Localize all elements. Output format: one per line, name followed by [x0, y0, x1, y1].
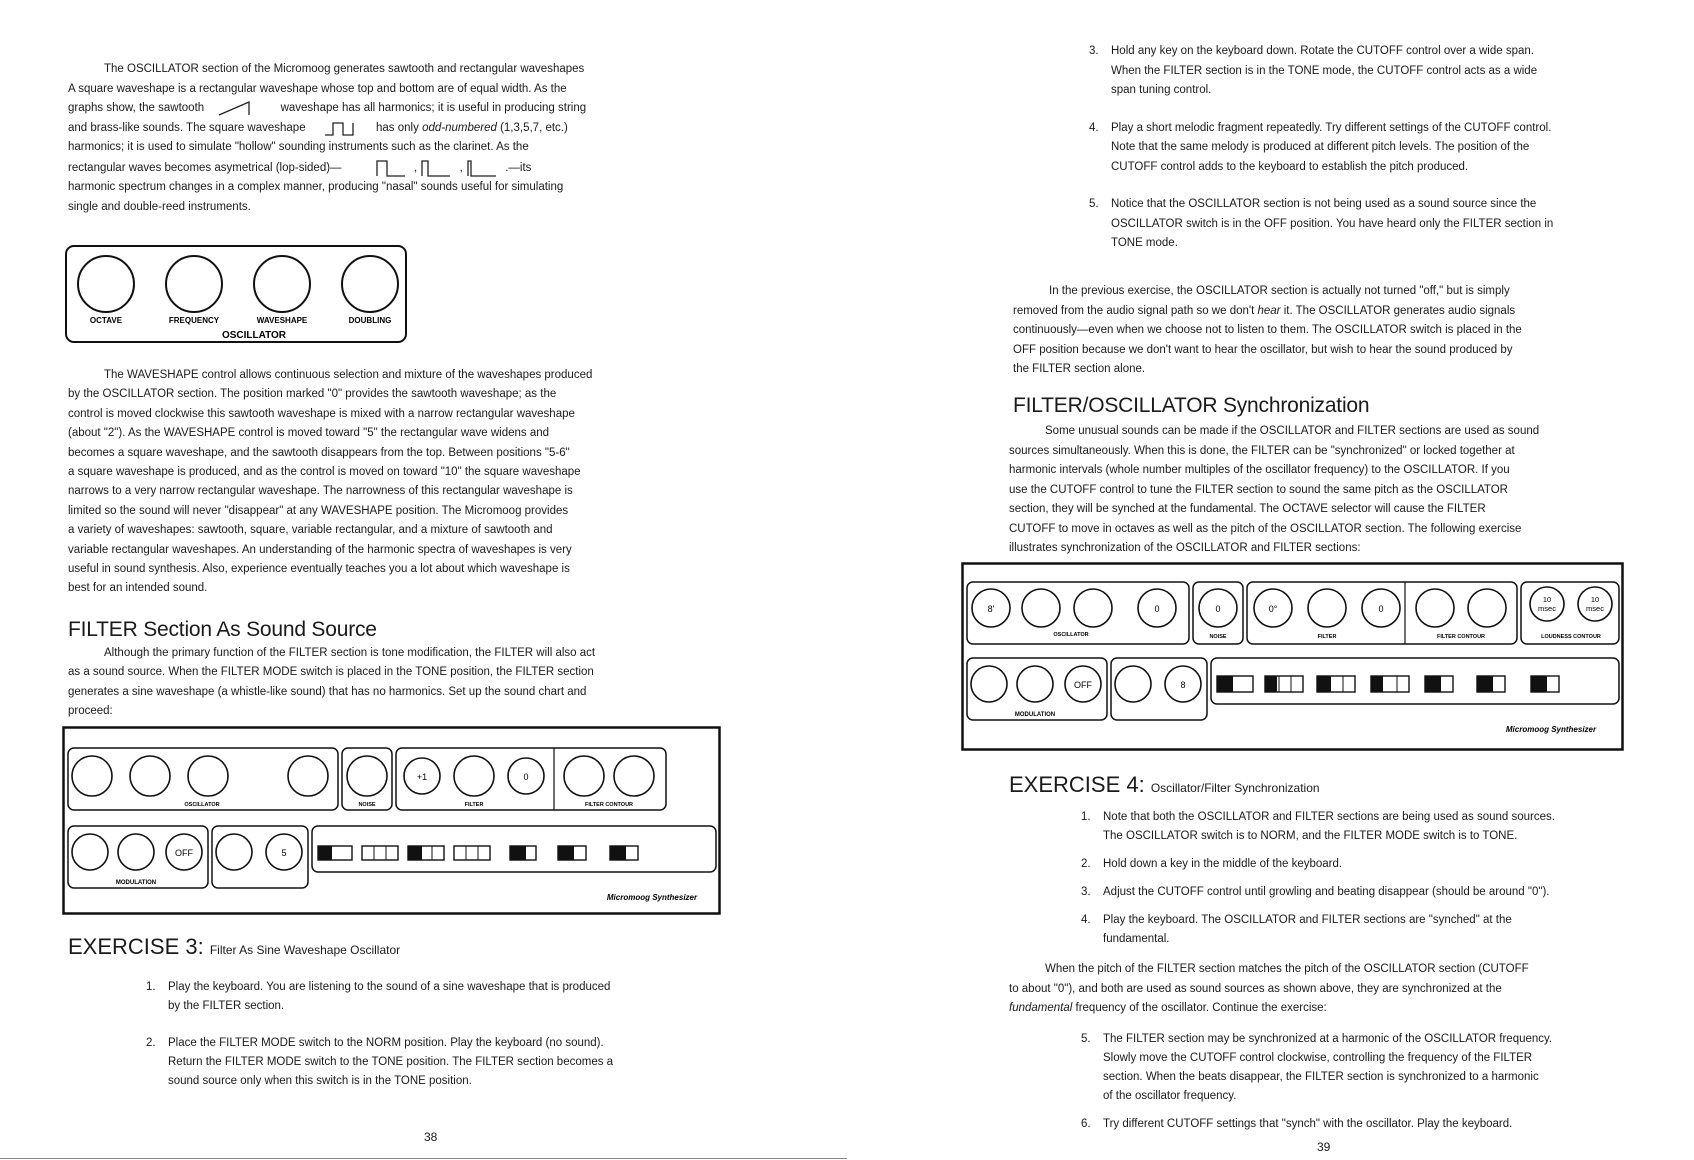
- text-line: Hold any key on the keyboard down. Rotate the CUTOFF control over a wide span.: [1111, 45, 1534, 57]
- narrow-pulse-wave-icon: [420, 158, 456, 178]
- knob-value: OFF: [1074, 680, 1092, 690]
- switch-row: [1217, 676, 1559, 692]
- text-line: section, they will be synched at the fundamental. The OCTAVE selector will cause the FILTER: [1009, 503, 1486, 515]
- doubling-knob: [342, 256, 398, 312]
- filter-section-heading: FILTER Section As Sound Source: [68, 618, 377, 641]
- exercise-title: EXERCISE 3:: [68, 934, 204, 959]
- text-line: frequency of the oscillator. Continue the exercise:: [1075, 1002, 1327, 1014]
- waveshape-knob: [254, 256, 310, 312]
- frequency-knob: [1022, 589, 1060, 627]
- doubling-label: DOUBLING: [348, 316, 392, 325]
- sound-chart-right: [961, 562, 1625, 752]
- filter-contour-knob-2: [614, 756, 654, 796]
- knob-value: 8': [987, 604, 995, 614]
- exercise-3-steps: [146, 978, 706, 1091]
- frequency-label: FREQUENCY: [168, 316, 220, 325]
- oscillator-intro: [68, 60, 688, 217]
- text-line: harmonics; it is used to simulate "hollow" sounding instruments such as the clarinet. As the: [68, 141, 529, 154]
- text-line: Play a short melodic fragment repeatedly. Try different settings of the CUTOFF control.: [1111, 121, 1552, 134]
- text-line: Hold down a key in the middle of the keyboard.: [1103, 858, 1343, 870]
- step-number: 3.: [1089, 45, 1099, 57]
- text-line: Adjust the CUTOFF control until growling and beating disappear (should be around "0").: [1103, 886, 1550, 898]
- text-line: by the FILTER section.: [168, 1000, 285, 1012]
- text-line: Play the keyboard. You are listening to the sound of a sine waveshape that is produced: [168, 981, 611, 993]
- step-number: 2.: [146, 1037, 156, 1049]
- right-page: [847, 0, 1694, 1160]
- oscillator-label: OSCILLATOR: [184, 802, 220, 808]
- text-line: single and double-reed instruments.: [68, 200, 251, 213]
- text-line: span tuning control.: [1111, 84, 1212, 96]
- filter-label: FILTER: [1317, 634, 1337, 640]
- text-line: harmonic spectrum changes in a complex manner, producing "nasal" sounds useful for simulating: [68, 181, 564, 194]
- brand-name: Micromoog Synthesizer: [1505, 725, 1597, 734]
- list-item: [1089, 195, 1669, 254]
- oscillator-label: OSCILLATOR: [1053, 632, 1089, 638]
- text-line: When the FILTER section is in the TONE mode, the CUTOFF control acts as a wide: [1111, 64, 1538, 77]
- filter-knob-2: [1308, 589, 1346, 627]
- knob-value: 8: [1180, 680, 1186, 690]
- noise-label: NOISE: [358, 802, 376, 808]
- text-line: of the oscillator frequency.: [1103, 1090, 1237, 1102]
- text-line: becomes a square waveshape, and the sawtooth disappears from the top. Between positions "5-6": [68, 446, 570, 459]
- octave-knob: [78, 256, 134, 312]
- text-line: graphs show, the sawtooth: [68, 102, 205, 115]
- knob-value: 10: [1590, 595, 1600, 604]
- text-line: (about "2"). As the WAVESHAPE control is moved toward "5" the rectangular wave widens and: [68, 427, 550, 440]
- emphasis-text: hear: [1257, 304, 1281, 317]
- mod-source-knob: [1017, 666, 1053, 702]
- filter-label: FILTER: [464, 802, 484, 808]
- knob-value: 0: [1215, 604, 1221, 614]
- text-line: narrows to a very narrow rectangular waveshape. The narrowness of this rectangular waveshape is: [68, 485, 573, 498]
- text-line: the FILTER section alone.: [1013, 363, 1146, 375]
- step-number: 2.: [1081, 858, 1091, 870]
- text-line: limited so the sound will never "disappear" at any WAVESHAPE position. The Micromoog provides: [68, 504, 569, 517]
- text-line: has only: [376, 121, 419, 134]
- waveshape-knob: [188, 756, 228, 796]
- frequency-knob: [130, 756, 170, 796]
- list-item: [1081, 1115, 1681, 1134]
- pulse-wave-icon: [375, 158, 411, 178]
- square-wave-icon: [323, 119, 363, 137]
- text-line: In the previous exercise, the OSCILLATOR section is actually not turned "off," but is simply: [1049, 285, 1510, 297]
- knob-value: 5: [281, 848, 287, 858]
- step-number: 4.: [1081, 914, 1091, 926]
- text-line: rectangular waves becomes asymetrical (lop-sided)—: [68, 161, 342, 174]
- text-line: Slowly move the CUTOFF control clockwise, controlling the frequency of the FILTER: [1103, 1052, 1533, 1064]
- knob-value: msec: [1538, 604, 1556, 613]
- knob-value: +1: [416, 772, 428, 782]
- exercise-subtitle: Oscillator/Filter Synchronization: [1150, 781, 1320, 795]
- emphasis-text: odd-numbered: [422, 121, 497, 134]
- text-line: section. When the beats disappear, the FILTER section is synchronized to a harmonic: [1103, 1071, 1539, 1083]
- text-line: TONE mode.: [1111, 237, 1178, 249]
- list-item: [1081, 855, 1681, 874]
- text-line: control is moved clockwise this sawtooth waveshape is mixed with a narrow rectangular waveshape: [68, 407, 575, 420]
- list-item: [1081, 808, 1681, 846]
- knob-value: 0: [1378, 604, 1384, 614]
- text-line: by the OSCILLATOR section. The position marked "0" provides the sawtooth waveshape; as the: [68, 388, 557, 401]
- step-number: 6.: [1081, 1118, 1091, 1130]
- list-item: [1089, 42, 1669, 101]
- text-line: as a sound source. When the FILTER MODE switch is placed in the TONE position, the FILTER section: [68, 666, 594, 679]
- page-number: 39: [1317, 1140, 1331, 1154]
- filter-contour-label: FILTER CONTOUR: [1436, 634, 1486, 640]
- text-line: Try different CUTOFF settings that "synch" with the oscillator. Play the keyboard.: [1103, 1118, 1513, 1130]
- modulation-label: MODULATION: [115, 880, 157, 886]
- exercise-4-heading: [1009, 772, 1320, 798]
- text-line: best for an intended sound.: [68, 582, 208, 595]
- text-line: variable rectangular waveshapes. An understanding of the harmonic spectra of waveshapes is very: [68, 543, 572, 556]
- exercise-3-steps-continued: [1089, 42, 1669, 254]
- switch-row: [318, 846, 638, 860]
- exercise-4-steps-continued: [1081, 1030, 1681, 1134]
- knob-value: OFF: [175, 848, 193, 858]
- waveshape-knob: [1074, 589, 1112, 627]
- knob-value: 10: [1542, 595, 1552, 604]
- step-number: 3.: [1081, 886, 1091, 898]
- text-line: Note that both the OSCILLATOR and FILTER sections are being used as sound sources.: [1103, 811, 1555, 823]
- text-line: Notice that the OSCILLATOR section is not being used as a sound source since the: [1111, 198, 1537, 210]
- filter-contour-knob-2: [1468, 589, 1506, 627]
- exercise-title: EXERCISE 4:: [1009, 772, 1145, 797]
- glide-knob: [1115, 666, 1151, 702]
- waveshape-paragraph: [68, 366, 708, 599]
- text-line: (1,3,5,7, etc.): [500, 121, 568, 134]
- text-line: sources simultaneously. When this is done, the FILTER can be "synchronized" or locked together at: [1009, 444, 1515, 457]
- exercise-3-heading: [68, 934, 400, 960]
- text-line: sound source only when this switch is in the TONE position.: [168, 1075, 472, 1087]
- pitch-paragraph: [1009, 960, 1679, 1019]
- text-line: useful in sound synthesis. Also, experience eventually teaches you a lot about which waveshape is: [68, 563, 570, 576]
- list-item: [1089, 119, 1669, 178]
- text-line: A square waveshape is a rectangular waveshape whose top and bottom are of equal width. As the: [68, 82, 567, 95]
- step-number: 5.: [1089, 198, 1099, 210]
- text-line: Play the keyboard. The OSCILLATOR and FILTER sections are "synched" at the: [1103, 914, 1512, 926]
- text-line: Note that the same melody is produced at different pitch levels. The position of the: [1111, 141, 1530, 153]
- octave-label: OCTAVE: [89, 316, 123, 325]
- text-line: CUTOFF control adds to the keyboard to establish the pitch produced.: [1111, 160, 1469, 173]
- oscillator-title: OSCILLATOR: [221, 330, 287, 341]
- list-item: [1081, 911, 1681, 949]
- text-line: CUTOFF to move in octaves as well as the pitch of the OSCILLATOR section. The following exercise: [1009, 522, 1522, 535]
- noise-knob: [347, 756, 387, 796]
- text-line: illustrates synchronization of the OSCILLATOR and FILTER sections:: [1009, 542, 1361, 554]
- text-line: Place the FILTER MODE switch to the NORM position. Play the keyboard (no sound).: [168, 1037, 604, 1049]
- text-line: OFF position because we don't want to hear the oscillator, but wish to hear the sound produced by: [1013, 343, 1513, 356]
- text-line: Although the primary function of the FILTER section is tone modification, the FILTER will also act: [104, 647, 596, 659]
- brand-name: Micromoog Synthesizer: [606, 893, 698, 902]
- bottom-rule: [0, 1158, 847, 1159]
- text-line: The OSCILLATOR switch is to NORM, and the FILTER MODE switch is to TONE.: [1103, 830, 1518, 842]
- text-line: When the pitch of the FILTER section matches the pitch of the OSCILLATOR section (CUTOFF: [1045, 963, 1529, 975]
- text-line: proceed:: [68, 705, 113, 718]
- text-line: fundamental.: [1103, 933, 1170, 945]
- text-line: The WAVESHAPE control allows continuous selection and mixture of the waveshapes produced: [104, 369, 593, 381]
- sawtooth-wave-icon: [217, 99, 257, 117]
- text-line: and brass-like sounds. The square waveshape: [68, 121, 306, 134]
- text-line: a variety of waveshapes: sawtooth, square, variable rectangular, and a mixture of sawtooth and: [68, 524, 553, 537]
- exercise-subtitle: Filter As Sine Waveshape Oscillator: [209, 943, 401, 957]
- text-line: a square waveshape is produced, and as the control is moved on toward "10" the square waveshape: [68, 466, 581, 479]
- exercise-4-steps: [1081, 808, 1681, 949]
- text-line: The FILTER section may be synchronized at a harmonic of the OSCILLATOR frequency.: [1103, 1033, 1553, 1045]
- text-line: to about "0"), and both are used as sound sources as shown above, they are synchronized at the: [1009, 982, 1502, 995]
- text-line: waveshape has all harmonics; it is useful in producing string: [280, 102, 587, 115]
- sync-paragraph: [1009, 422, 1679, 559]
- knob-value: 0°: [1268, 604, 1278, 614]
- oscillator-panel-figure: [64, 244, 410, 346]
- list-item: [146, 1034, 706, 1091]
- frequency-knob: [166, 256, 222, 312]
- knob-value: 0: [523, 772, 529, 782]
- filter-contour-knob-1: [564, 756, 604, 796]
- mod-rate-knob: [971, 666, 1007, 702]
- knob-value: 0: [1154, 604, 1160, 614]
- previous-exercise-paragraph: [1013, 282, 1673, 380]
- loudness-contour-label: LOUDNESS CONTOUR: [1541, 634, 1601, 640]
- filter-knob-2: [454, 756, 494, 796]
- mod-source-knob: [118, 834, 154, 870]
- filter-paragraph: [68, 644, 708, 722]
- noise-label: NOISE: [1209, 634, 1227, 640]
- text-line: it. The OSCILLATOR generates audio signals: [1283, 304, 1516, 317]
- filter-contour-label: FILTER CONTOUR: [584, 802, 634, 808]
- waveshape-label: WAVESHAPE: [256, 316, 308, 325]
- text-line: continuously—even when we choose not to listen to them. The OSCILLATOR switch is placed in the: [1013, 324, 1522, 336]
- text-line: ,: [459, 161, 463, 174]
- mod-rate-knob: [72, 834, 108, 870]
- step-number: 4.: [1089, 121, 1099, 134]
- knob-value: msec: [1586, 604, 1604, 613]
- text-line: .—its: [505, 161, 532, 174]
- text-line: generates a sine waveshape (a whistle-like sound) that has no harmonics. Set up the sound chart and: [68, 685, 587, 698]
- text-line: harmonic intervals (whole number multiples of the oscillator frequency) to the OSCILLATOR. If you: [1009, 464, 1510, 476]
- sound-chart-left: [62, 726, 722, 916]
- loudness-contour-panel: [656, 748, 720, 812]
- step-number: 1.: [146, 981, 156, 993]
- list-item: [146, 978, 706, 1016]
- modulation-label: MODULATION: [1014, 712, 1056, 718]
- list-item: [1081, 1030, 1681, 1106]
- glide-knob: [216, 834, 252, 870]
- step-number: 5.: [1081, 1033, 1091, 1045]
- emphasis-text: fundamental: [1009, 1002, 1073, 1014]
- octave-knob: [72, 756, 112, 796]
- list-item: [1081, 883, 1681, 902]
- page-number: 38: [424, 1130, 438, 1144]
- text-line: OSCILLATOR switch is in the OFF position. You have heard only the FILTER section in: [1111, 217, 1554, 230]
- text-line: removed from the audio signal path so we don't: [1013, 304, 1255, 317]
- doubling-knob: [288, 756, 328, 796]
- sync-heading: FILTER/OSCILLATOR Synchronization: [1013, 394, 1370, 417]
- text-line: use the CUTOFF control to tune the FILTER section to sound the same pitch as the OSCILLATOR: [1009, 483, 1508, 496]
- step-number: 1.: [1081, 811, 1091, 823]
- text-line: Some unusual sounds can be made if the OSCILLATOR and FILTER sections are used as sound: [1045, 425, 1540, 437]
- filter-contour-knob-1: [1416, 589, 1454, 627]
- text-line: The OSCILLATOR section of the Micromoog generates sawtooth and rectangular waveshapes: [104, 63, 585, 75]
- text-line: ,: [413, 161, 418, 174]
- very-narrow-pulse-wave-icon: [466, 158, 502, 178]
- text-line: Return the FILTER MODE switch to the TONE position. The FILTER section becomes a: [168, 1056, 614, 1068]
